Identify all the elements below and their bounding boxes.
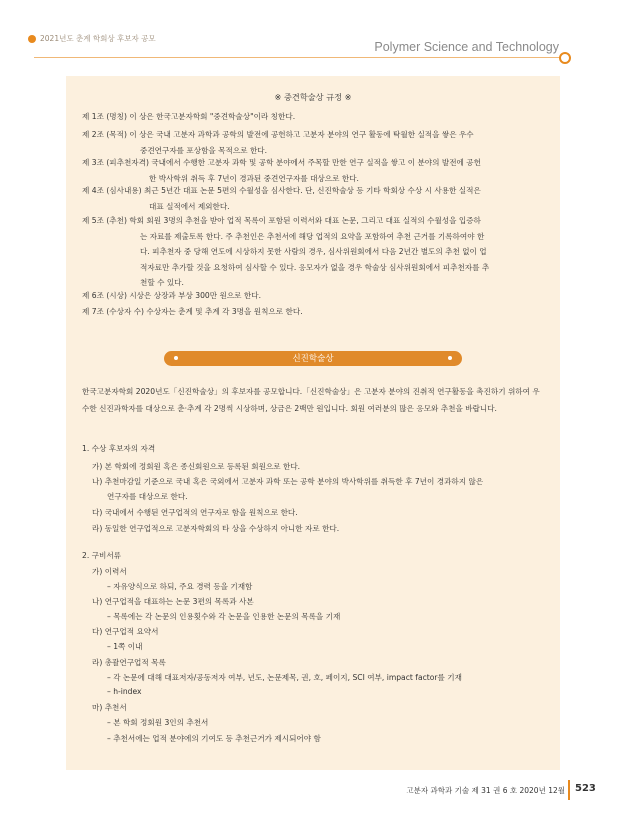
list-item: 가) 본 학회에 정회원 혹은 종신회원으로 등록된 회원으로 한다. [92, 462, 301, 471]
header-bullet-icon [28, 35, 36, 43]
article-7 [82, 304, 546, 320]
list-item: – 본 학회 정회원 3인의 추천서 [107, 718, 209, 727]
header-divider [34, 57, 559, 58]
list-item: 다) 연구업적 요약서 [92, 627, 159, 636]
article-head: 제 5조 (추천) 학회 회원 3명의 추천을 받아 업적 목록이 포함된 이력서와 대표 논문, 그리고 대표 실적의 수월성을 입증하 [82, 216, 481, 225]
list-item: 연구자를 대상으로 한다. [107, 492, 188, 501]
list-item: 나) 연구업적을 대표하는 논문 3편의 목록과 사본 [92, 597, 254, 606]
article-4 [82, 183, 546, 214]
list-item: 나) 추천마감일 기준으로 국내 혹은 국외에서 고분자 과학 또는 공학 분야의 박사학위를 취득한 후 7년이 경과하지 않은 [92, 477, 484, 486]
header-ring-icon [559, 52, 571, 64]
list-item: 마) 추천서 [92, 703, 127, 712]
article-head: 제 1조 (명칭) 이 상은 한국고분자학회 "중견학술상"이라 칭한다. [82, 112, 296, 121]
section-2-title: 2. 구비서류 [82, 551, 122, 560]
intro-paragraph: 한국고분자학회 2020년도「신진학술상」의 후보자를 공모합니다.「신진학술상」은 고분자 분야의 진취적 연구활동을 촉진하기 위하여 우수한 신진과학자를 대상으로 춘·추계 각 2명씩 시상하며, 상금은 2백만 원입니다. 회원 여러분의 많은 응모와 추천을 바랍니다. [82, 387, 540, 413]
award-banner [164, 351, 462, 366]
article-head: 제 4조 (심사내용) 최근 5년간 대표 논문 5편의 수월성을 심사한다. 단, 신진학술상 등 기타 학회상 수상 시 사용한 실적은 [82, 186, 481, 195]
article-head: 제 3조 (피추천자격) 국내에서 수행한 고분자 과학 및 공학 분야에서 주목할 만한 연구 실적을 쌓고 이 분야의 발전에 공헌 [82, 158, 481, 167]
article-continuation: 한 박사학위 취득 후 7년이 경과된 중견연구자를 대상으로 한다. [149, 173, 359, 183]
article-continuation: 적자료만 추가할 것을 요청하여 심사할 수 있다. 응모자가 없을 경우 학술상 심사위원회에서 피추천자를 추 [140, 262, 490, 272]
article-head: 제 6조 (시상) 시상은 상장과 부상 300만 원으로 한다. [82, 291, 262, 300]
list-item: 가) 이력서 [92, 567, 127, 576]
article-continuation: 천할 수 있다. [140, 278, 184, 287]
article-continuation: 는 자료를 제출토록 한다. 주 추천인은 추천서에 해당 업적의 요약을 포함하여 추천 근거를 기록하여야 한 [140, 231, 485, 241]
footer-divider [568, 780, 570, 800]
article-5 [82, 213, 546, 291]
article-1 [82, 109, 546, 125]
list-item: 라) 총괄연구업적 목록 [92, 658, 166, 667]
list-item: – 추천서에는 업적 분야에의 기여도 등 추천근거가 제시되어야 함 [107, 734, 321, 743]
page-number: 523 [575, 783, 596, 794]
section-1-title: 1. 수상 후보자의 자격 [82, 444, 156, 453]
header-journal-title: Polymer Science and Technology [374, 40, 559, 54]
article-2 [82, 127, 546, 158]
banner-dot-icon [448, 356, 452, 360]
list-item: – 자유양식으로 하되, 주요 경력 등을 기재함 [107, 582, 253, 591]
list-item: 라) 동일한 연구업적으로 고분자학회의 타 상을 수상하지 아니한 자로 한다. [92, 524, 340, 533]
article-head: 제 7조 (수상자 수) 수상자는 춘계 및 추계 각 3명을 원칙으로 한다. [82, 307, 303, 316]
article-3 [82, 155, 546, 186]
list-item: 다) 국내에서 수행된 연구업적의 연구자로 함을 원칙으로 한다. [92, 508, 298, 517]
article-continuation: 중견연구자를 포상함을 목적으로 한다. [140, 145, 268, 155]
content-box [66, 76, 560, 770]
article-6 [82, 288, 546, 304]
list-item: – 각 논문에 대해 대표저자/공동저자 여부, 년도, 논문제목, 권, 호, 페이지, SCI 여부, impact factor를 기재 [107, 673, 462, 682]
header-section-title: 2021년도 춘계 학회상 후보자 공모 [40, 34, 156, 43]
list-item: – 목록에는 각 논문의 인용횟수와 각 논문을 인용한 논문의 목록을 기재 [107, 612, 341, 621]
footer-journal-info: 고분자 과학과 기술 제 31 권 6 호 2020년 12월 [406, 786, 565, 795]
list-item: – 1쪽 이내 [107, 642, 143, 651]
list-item: – h-index [107, 687, 142, 696]
article-head: 제 2조 (목적) 이 상은 국내 고분자 과학과 공학의 발전에 공헌하고 고분자 분야의 연구 활동에 탁월한 실적을 쌓은 우수 [82, 130, 474, 139]
regulation-title: ※ 중견학술상 규정 ※ [274, 92, 352, 102]
article-continuation: 대표 실적에서 제외한다. [149, 201, 230, 211]
article-continuation: 다. 피추천자 중 당해 연도에 시상하지 못한 사람의 경우, 심사위원회에서 다음 2년간 별도의 추천 없이 업 [140, 247, 487, 256]
award-banner-title: 신진학술상 [292, 354, 334, 364]
